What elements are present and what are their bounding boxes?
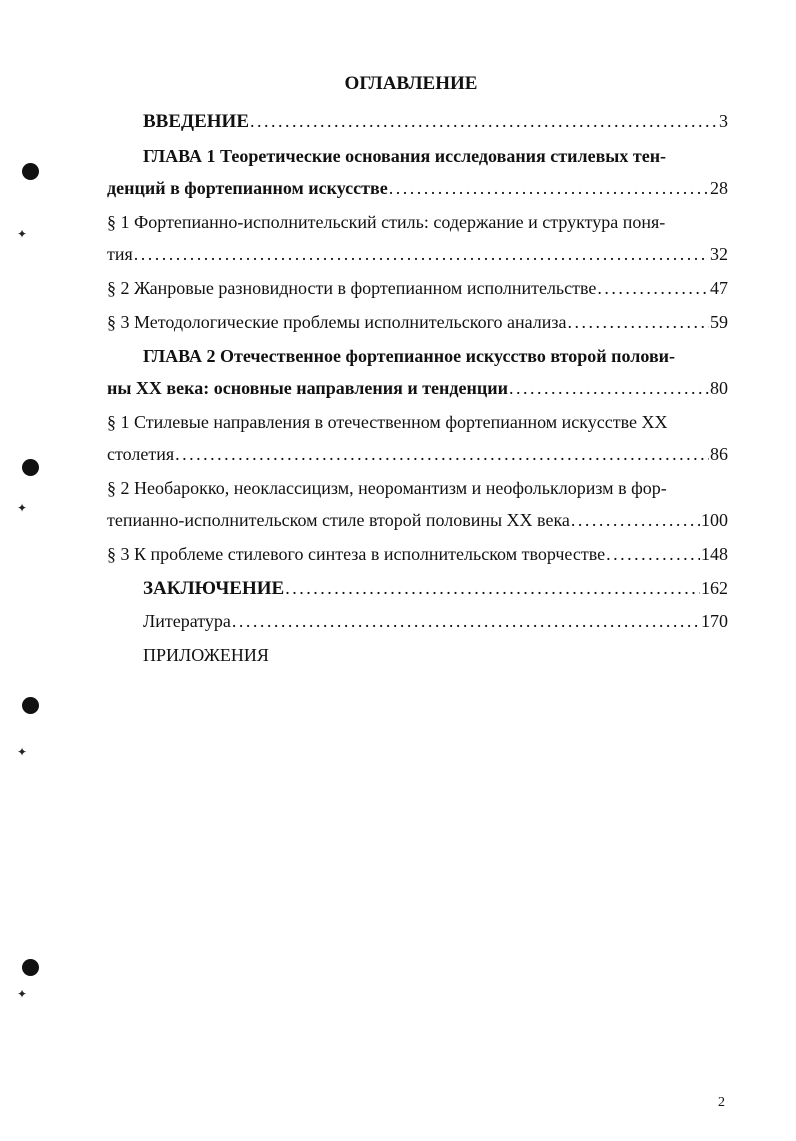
toc-entry-label: денций в фортепианном искусстве <box>107 178 388 198</box>
punch-hole <box>22 697 39 714</box>
dot-leader <box>285 577 700 599</box>
dot-leader <box>175 443 709 465</box>
toc-page-number: 80 <box>710 378 728 398</box>
toc-page-number: 86 <box>710 444 728 464</box>
toc-page-number: 3 <box>719 111 728 131</box>
dot-leader <box>571 509 700 531</box>
dot-leader <box>606 543 700 565</box>
page-number: 2 <box>718 1095 725 1110</box>
toc-entry-chapter1-line1[interactable] <box>143 145 728 167</box>
toc-entry-literature[interactable] <box>143 610 728 632</box>
toc-entry-ch2-s1-line1[interactable] <box>107 411 728 433</box>
toc-entry-ch2-s1-line2[interactable] <box>107 443 728 465</box>
toc-entry-label: § 2 Жанровые разновидности в фортепианном исполнительстве <box>107 278 597 298</box>
dot-leader <box>389 177 709 199</box>
toc-entry-conclusion[interactable] <box>143 577 728 600</box>
dot-leader <box>250 110 718 132</box>
toc-entry-ch2-s2-line1[interactable] <box>107 477 728 499</box>
toc-entry-label: ГЛАВА 1 Теоретические основания исследования стилевых тен- <box>143 146 667 166</box>
toc-entry-label: ЗАКЛЮЧЕНИЕ <box>143 578 285 599</box>
toc-page-number: 59 <box>710 312 728 332</box>
punch-hole <box>22 459 39 476</box>
scan-speck: ✦ <box>17 501 28 515</box>
scan-speck: ✦ <box>17 227 28 241</box>
toc-page-number: 47 <box>710 278 728 298</box>
toc-entry-ch1-s3[interactable] <box>107 311 728 333</box>
toc-entry-label: § 1 Стилевые направления в отечественном фортепианном искусстве XX <box>107 412 668 432</box>
toc-page-number: 162 <box>701 578 728 598</box>
toc-entry-label: ВВЕДЕНИЕ <box>143 111 249 132</box>
toc-entry-chapter2-line1[interactable] <box>143 345 728 367</box>
scan-speck: ✦ <box>17 987 28 1001</box>
toc-entry-label: § 2 Необарокко, неоклассицизм, неоромантизм и неофольклоризм в фор- <box>107 478 667 498</box>
toc-entry-label: ПРИЛОЖЕНИЯ <box>143 645 269 665</box>
dot-leader <box>134 243 709 265</box>
dot-leader <box>509 377 709 399</box>
toc-entry-intro[interactable] <box>143 110 728 133</box>
toc-entry-label: ГЛАВА 2 Отечественное фортепианное искусство второй полови- <box>143 346 676 366</box>
toc-entry-label: § 1 Фортепианно-исполнительский стиль: содержание и структура поня- <box>107 212 666 232</box>
toc-page-number: 148 <box>701 544 728 564</box>
toc-entry-ch2-s3[interactable] <box>107 543 728 565</box>
toc-page-number: 28 <box>710 178 728 198</box>
scan-speck: ✦ <box>17 745 28 759</box>
toc-page-number: 100 <box>701 510 728 530</box>
dot-leader <box>232 610 700 632</box>
toc-entry-label: ны XX века: основные направления и тенденции <box>107 378 508 398</box>
toc-entry-ch1-s1-line2[interactable] <box>107 243 728 265</box>
toc-entry-chapter2-line2[interactable] <box>107 377 728 399</box>
toc-page-number: 170 <box>701 611 728 631</box>
toc-entry-ch1-s1-line1[interactable] <box>107 211 728 233</box>
toc-page-number: 32 <box>710 244 728 264</box>
toc-entry-chapter1-line2[interactable] <box>107 177 728 199</box>
toc-entry-label: § 3 К проблеме стилевого синтеза в исполнительском творчестве <box>107 544 606 564</box>
toc-entry-label: Литература <box>143 611 231 631</box>
dot-leader <box>567 311 709 333</box>
toc-entry-label: столетия <box>107 444 175 464</box>
toc-entry-ch2-s2-line2[interactable] <box>107 509 728 531</box>
toc-entry-ch1-s2[interactable] <box>107 277 728 299</box>
punch-hole <box>22 163 39 180</box>
toc-entry-label: § 3 Методологические проблемы исполнительского анализа <box>107 312 567 332</box>
dot-leader <box>597 277 709 299</box>
toc-entry-label: тепианно-исполнительском стиле второй половины XX века <box>107 510 570 530</box>
page-title: ОГЛАВЛЕНИЕ <box>344 73 478 94</box>
punch-hole <box>22 959 39 976</box>
toc-entry-label: тия <box>107 244 133 264</box>
toc-entry-appendix[interactable] <box>143 644 728 666</box>
